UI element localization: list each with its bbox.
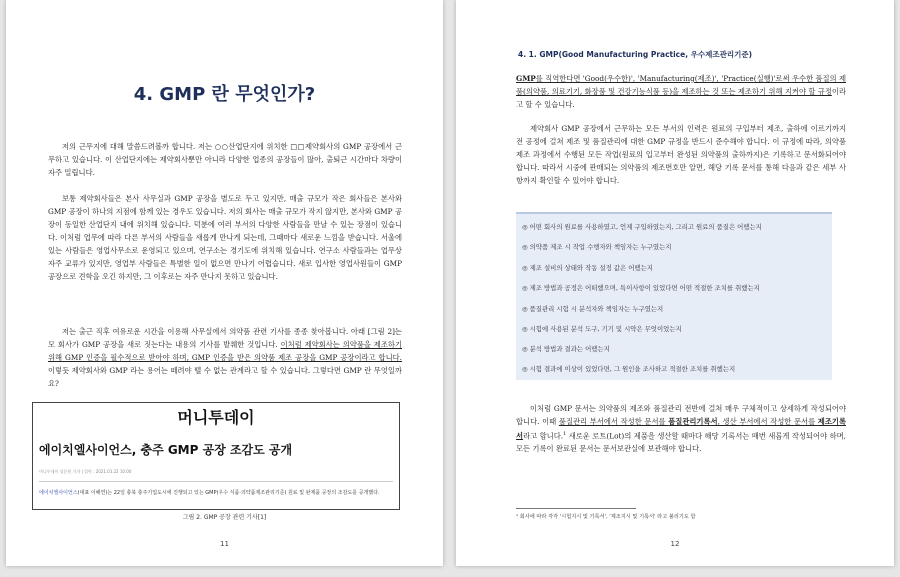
- para3-c: 품질관리기록서: [668, 417, 718, 426]
- para3-e: 제조기록서: [516, 417, 846, 441]
- page-number-right: 12: [670, 540, 680, 548]
- para3-b: 품질관리 부서에서 작성한 문서를: [558, 417, 669, 426]
- paragraph-3: [48, 325, 402, 390]
- checklist-item: ◎ 분석 방법과 결과는 어땠는지: [522, 345, 610, 353]
- checklist-item: ◎ 의약품 제조 시 작업 수행자와 책임자는 누구였는지: [522, 243, 672, 251]
- paragraph-3-underlined: 이처럼 제약회사는 의약품을 제조하기 위해 GMP 인증을 필수적으로 받아야 하며, GMP 인증을 받은 의약품 제조 공장을 GMP 공장이라고 합니다.: [48, 340, 403, 362]
- checklist-item: ◎ 제조 설비의 상태와 작동 설정 값은 어땠는지: [522, 264, 653, 272]
- para3-g: 새로운 로트(Lot)의 제품을 생산할 때마다 해당 기록서는 매번 새롭게 작성되어야 하며, 모든 기록이 완료된 문서는 문서보관실에 보관해야 합니다.: [516, 431, 846, 454]
- checklist-item: ◎ 어떤 회사의 원료를 사용하였고, 언제 구입하였는지, 그리고 원료의 품질은 어땠는지: [522, 223, 762, 231]
- paragraph-1: 저의 근무지에 대해 말씀드려볼까 합니다. 저는 ○○산업단지에 위치한 □□제약회사의 GMP 공장에서 근무하고 있습니다. 이 산업단지에는 제약회사뿐만 아니라 다양한 업종의 공장들이 많아, 출퇴근 시간마다 차량이 자주 밀립니다.: [48, 142, 402, 177]
- para3-f: 라고 합니다.: [523, 431, 564, 441]
- gmp-paragraph: 제약회사 GMP 공장에서 근무하는 모든 부서의 인력은 원료의 구입부터 제조, 출하에 이르기까지 전 공정에 걸쳐 제조 및 품질관리에 대한 GMP 규정을 반드시 준수해야 합니다. 이 규정에 따라, 의약품 제조 과정에서 수행된 모든 작업(원료의 입고부터 완성된 의약품의 출하까지)은 기록하고 문서화되어야 합니다. 따라서 시중에 판매되는 의약품의 제조번호만 알면, 해당 기록 문서를 통해 다음과 같은 세부 사항까지 확인할 수 있어야 합니다.: [516, 124, 846, 185]
- document-page-right: [456, 0, 894, 566]
- intro-term: GMP: [516, 74, 536, 83]
- news-logo: 머니투데이: [177, 408, 255, 427]
- checklist-item: ◎ 시험 결과에 이상이 있었다면, 그 원인을 조사하고 적절한 조치를 취했는지: [522, 365, 736, 373]
- news-body: [39, 489, 393, 497]
- record-checklist: [516, 212, 832, 380]
- news-body-text: (대표 이혜연)는 22일 충북 충주기업도시에 진행되고 있는 GMP(우수 식품·의약품제조관리기준) 원료 및 완제품 공장의 조감도를 공개했다.: [77, 490, 380, 496]
- footnote-ref[interactable]: 1: [563, 431, 567, 437]
- section-heading: 4. 1. GMP(Good Manufacturing Practice, 우수제조관리기준): [518, 50, 753, 59]
- news-body-link[interactable]: 에이치엘사이언스: [39, 490, 78, 496]
- intro-tail: 이라고 할 수 있습니다.: [516, 87, 846, 109]
- document-page-left: [6, 0, 443, 566]
- footnote: ¹ 회사에 따라 각각 '시험지시 및 기록서', '제조지시 및 기록서' 라고 불리기도 함: [516, 514, 696, 520]
- page-number-left: 11: [220, 540, 229, 548]
- intro-definition: 를 직역한다면 'Good(우수한)', 'Manufacturing(제조)', 'Practice(실행)'로써 우수한 품질의 제품(의약품, 의료기기, 화장품 및 건강기능식품 등)을 제조하는 것 또는 제조하기 위해 지켜야 할 규정: [516, 74, 846, 96]
- news-headline: 에이치엘사이언스, 충주 GMP 공장 조감도 공개: [39, 443, 293, 457]
- checklist-item: ◎ 시험에 사용된 분석 도구, 기기 및 시약은 무엇이었는지: [522, 325, 682, 333]
- paragraph-3-text: 저는 출근 직후 여유로운 시간을 이용해 사무실에서 의약품 관련 기사를 종종 찾아봅니다. 아래 [그림 2]는 모 회사가 GMP 공장을 새로 짓는다는 내용의 기사를 발췌한 것입니다.: [48, 327, 402, 349]
- chapter-title: 4. GMP 란 무엇인가?: [133, 84, 316, 105]
- intro-paragraph: [516, 72, 846, 111]
- figure-caption: 그림 2. GMP 공장 관련 기사[1]: [182, 514, 267, 521]
- news-meta: 머니투데이 성문원 기자 | 입력 : 2021.03.22 10:00: [39, 469, 132, 474]
- para3-a: 이처럼 GMP 문서는 의약품의 제조와 품질관리 전반에 걸쳐 매우 구체적이고 상세하게 작성되어야 합니다. 이때: [516, 404, 846, 426]
- paragraph-3-tail: 이렇듯 제약회사와 GMP 라는 용어는 떼려야 뗄 수 없는 관계라고 할 수 있습니다. 그렇다면 GMP 란 무엇일까요?: [48, 366, 402, 388]
- paragraph-2: 보통 제약회사들은 본사 사무실과 GMP 공장을 별도로 두고 있지만, 매출 규모가 작은 회사들은 본사와 GMP 공장이 하나의 지점에 함께 있는 경우도 있습니다. 저의 회사는 매출 규모가 작지 않지만, 본사와 GMP 공장이 동일한 산업단지 내에 위치해 있습니다. 덕분에 여러 부서의 다양한 사람들을 만날 수 있는 장점이 있습니다. 이처럼 업무에 따라 다른 부서의 사람들을 새롭게 만나게 되는데, 그때마다 새로운 느낌을 받습니다. 서울에 있는 사람들은 영업사무소로 운영되고 있으며, 연구소는 경기도에 위치해 있습니다. 연구소 사람들과는 업무상 자주 교류가 있지만, 영업부 사람들은 특별한 일이 없으면 만나기 어렵습니다. 새로 입사한 영업사원들이 GMP 공장으로 견학을 오긴 하지만, 그 이후로는 자주 만나지 못하고 있습니다.: [48, 194, 402, 281]
- checklist-item: ◎ 품질관리 시험 시 분석자와 책임자는 누구였는지: [522, 305, 664, 313]
- footnote-divider: [516, 508, 636, 509]
- gmp-document-paragraph: [516, 402, 846, 455]
- para3-d: , 생산 부서에서 작성한 문서를: [717, 417, 818, 426]
- checklist-item: ◎ 제조 방법과 공정은 어떠했으며, 특이사항이 있었다면 어떤 적절한 조치를 취했는지: [522, 284, 760, 292]
- news-divider: [39, 481, 393, 482]
- news-article-figure: [32, 402, 400, 510]
